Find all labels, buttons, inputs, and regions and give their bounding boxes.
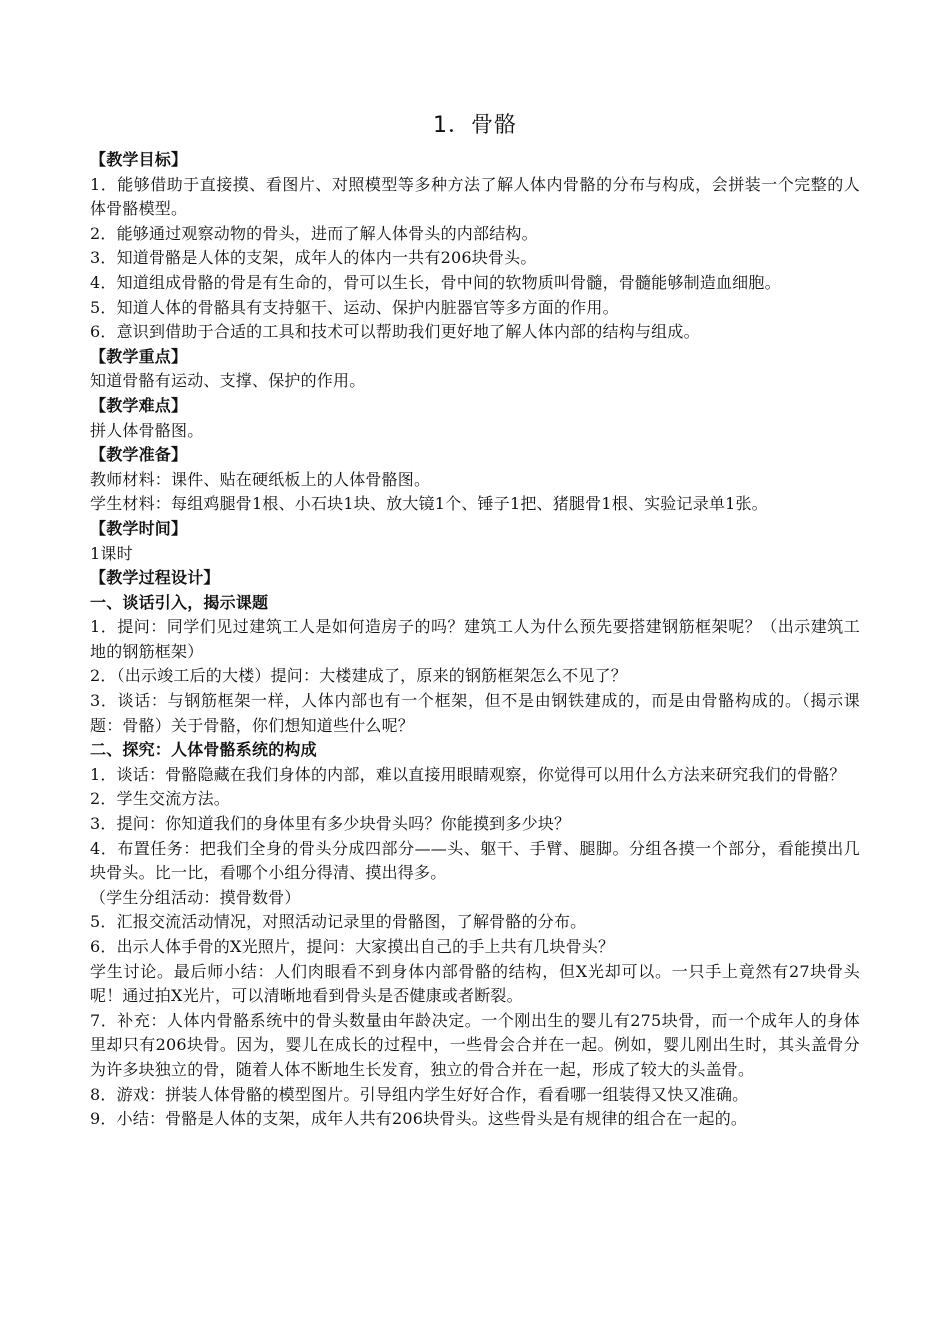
difficulty-text: 拼人体骨骼图。 (90, 420, 204, 440)
part2-item: 3．提问：你知道我们的身体里有多少块骨头吗？你能摸到多少块？ (90, 814, 571, 834)
part2-heading: 二、探究：人体骨骼系统的构成 (90, 740, 317, 760)
goal-item: 6．意识到借助于合适的工具和技术可以帮助我们更好地了解人体内部的结构与组成。 (90, 322, 700, 342)
time-heading: 【教学时间】 (90, 518, 188, 538)
goal-item: 3．知道骨骼是人体的支架，成年人的体内一共有206块骨头。 (90, 248, 537, 268)
part1-item: 3．谈话：与钢筋框架一样，人体内部也有一个框架，但不是由钢铁建成的，而是由骨骼构成的。（揭示课题：骨骼）关于骨骼，你们想知道些什么呢？ (90, 691, 860, 735)
part2-item: 6．出示人体手骨的X光照片，提问：大家摸出自己的手上共有几块骨头？ (90, 937, 615, 956)
document-title: 1．骨骼 (433, 113, 517, 138)
part2-item: 5．汇报交流活动情况，对照活动记录里的骨骼图，了解骨骼的分布。 (90, 912, 587, 932)
goal-item: 5．知道人体的骨骼具有支持躯干、运动、保护内脏器官等多方面的作用。 (90, 297, 619, 317)
part2-item: （学生分组活动：摸骨数骨） (90, 887, 301, 907)
time-text: 1课时 (90, 543, 133, 563)
student-materials: 学生材料：每组鸡腿骨1根、小石块1块、放大镜1个、锤子1把、猪腿骨1根、实验记录单1张。 (90, 494, 768, 514)
part1-item: 2．（出示竣工后的大楼）提问：大楼建成了，原来的钢筋框架怎么不见了？ (90, 666, 627, 686)
part2-item: 9．小结：骨骼是人体的支架，成年人共有206块骨头。这些骨头是有规律的组合在一起的。 (90, 1109, 748, 1129)
key-points-text: 知道骨骼有运动、支撑、保护的作用。 (90, 371, 366, 391)
key-points-heading: 【教学重点】 (90, 346, 188, 366)
document-page (90, 110, 860, 1132)
goal-item: 4．知道组成骨骼的骨是有生命的，骨可以生长，骨中间的软物质叫骨髓，骨髓能够制造血细胞。 (90, 272, 781, 292)
part2-item: 7．补充：人体内骨骼系统中的骨头数量由年龄决定。一个刚出生的婴儿有275块骨，而一个成年人的身体里却只有206块骨。因为，婴儿在成长的过程中，一些骨会合并在一起。例如，婴儿刚出生时，其头盖骨分为许多块独立的骨，随着人体不断地生长发育，独立的骨合并在一起，形成了较大的头盖骨。 (90, 1010, 860, 1079)
part2-item: 2．学生交流方法。 (90, 789, 230, 809)
preparation-heading: 【教学准备】 (90, 445, 188, 465)
goal-item: 1．能够借助于直接摸、看图片、对照模型等多种方法了解人体内骨骼的分布与构成，会拼装一个完整的人体骨骼模型。 (90, 174, 860, 219)
part2-item: 4．布置任务：把我们全身的骨头分成四部分——头、躯干、手臂、腿脚。分组各摸一个部分，看能摸出几块骨头。比一比，看哪个小组分得清、摸出得多。 (90, 838, 860, 883)
part2-item: 学生讨论。最后师小结：人们肉眼看不到身体内部骨骼的结构，但X光却可以。一只手上竟然有27块骨头呢！通过拍X光片，可以清晰地看到骨头是否健康或者断裂。 (90, 961, 860, 1006)
goal-item: 2．能够通过观察动物的骨头，进而了解人体骨头的内部结构。 (90, 223, 538, 243)
teacher-materials: 教师材料：课件、贴在硬纸板上的人体骨骼图。 (90, 469, 431, 489)
process-heading: 【教学过程设计】 (90, 568, 220, 588)
part2-item: 8．游戏：拼装人体骨骼的模型图片。引导组内学生好好合作，看看哪一组装得又快又准确。 (90, 1084, 749, 1104)
part2-item: 1．谈话：骨骼隐藏在我们身体的内部，难以直接用眼睛观察，你觉得可以用什么方法来研究我们的骨骼？ (90, 764, 846, 784)
goals-heading: 【教学目标】 (90, 150, 188, 169)
part1-heading: 一、谈话引入，揭示课题 (90, 592, 269, 612)
difficulty-heading: 【教学难点】 (90, 395, 188, 415)
part1-item: 1．提问：同学们见过建筑工人是如何造房子的吗？建筑工人为什么预先要搭建钢筋框架呢？（出示建筑工地的钢筋框架） (90, 617, 860, 661)
